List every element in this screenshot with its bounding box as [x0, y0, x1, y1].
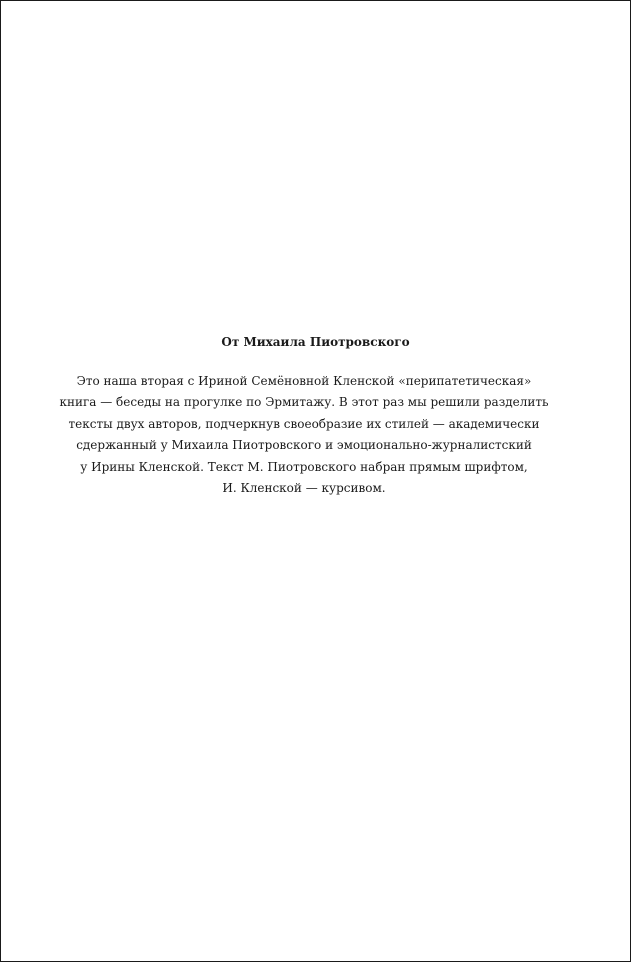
- paragraph-line-6: И. Кленской — курсивом.: [222, 481, 386, 496]
- paragraph-line-5: у Ирины Кленской. Текст М. Пиотровского набран прямым шрифтом,: [80, 459, 528, 474]
- paragraph-line-2: книга — беседы на прогулке по Эрмитажу. В этот раз мы решили разделить: [59, 395, 549, 410]
- paragraph-line-1: Это наша вторая с Ириной Семёновной Кленской «перипатетическая»: [76, 374, 532, 388]
- section-heading: От Михаила Пиотровского: [221, 335, 410, 349]
- paragraph-line-4: сдержанный у Михаила Пиотровского и эмоционально-журналистский: [76, 438, 532, 453]
- intro-paragraph: [1, 371, 607, 499]
- paragraph-line-3: тексты двух авторов, подчеркнув своеобразие их стилей — академически: [68, 416, 540, 431]
